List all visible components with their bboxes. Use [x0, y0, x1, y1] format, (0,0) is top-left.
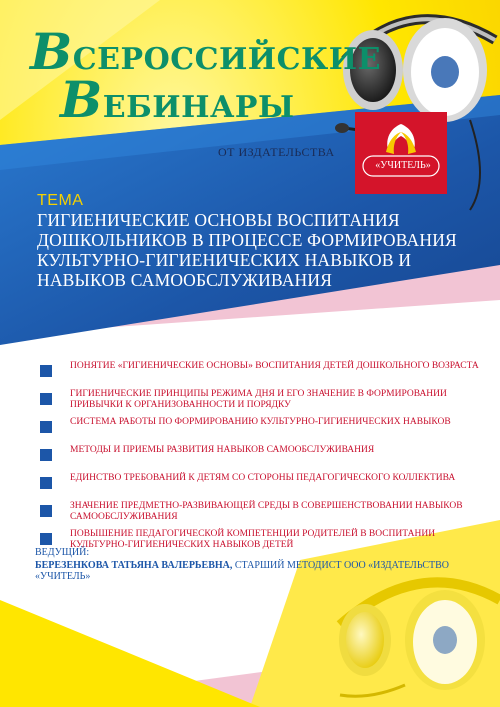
- logo-line-2: [60, 70, 295, 129]
- square-bullet-icon: [40, 393, 52, 405]
- topic-label: ПОВЫШЕНИЕ ПЕДАГОГИЧЕСКОЙ КОМПЕТЕНЦИИ РОДИТЕЛЕЙ В ВОСПИТАНИИ КУЛЬТУРНО-ГИГИЕНИЧЕСКИХ НАВЫКОВ ДЕТЕЙ: [70, 529, 436, 550]
- topic-label: СИСТЕМА РАБОТЫ ПО ФОРМИРОВАНИЮ КУЛЬТУРНО-ГИГИЕНИЧЕСКИХ НАВЫКОВ: [70, 417, 451, 427]
- list-item: [40, 417, 480, 439]
- square-bullet-icon: [40, 365, 52, 377]
- uchitel-badge-text: «УЧИТЕЛЬ»: [375, 160, 431, 171]
- presenter-label: ВЕДУЩИЙ:: [35, 547, 90, 558]
- topic-label: ЗНАЧЕНИЕ ПРЕДМЕТНО-РАЗВИВАЮЩЕЙ СРЕДЫ В СОВЕРШЕНСТВОВАНИИ НАВЫКОВ САМООБСЛУЖИВАНИЯ: [70, 501, 463, 522]
- list-item: [40, 361, 480, 383]
- topic-label: ПОНЯТИЕ «ГИГИЕНИЧЕСКИЕ ОСНОВЫ» ВОСПИТАНИЯ ДЕТЕЙ ДОШКОЛЬНОГО ВОЗРАСТА: [70, 361, 479, 371]
- presenter-name: БЕРЕЗЕНКОВА ТАТЬЯНА ВАЛЕРЬЕВНА,: [35, 560, 233, 571]
- square-bullet-icon: [40, 533, 52, 545]
- topic-label: МЕТОДЫ И ПРИЕМЫ РАЗВИТИЯ НАВЫКОВ САМООБСЛУЖИВАНИЯ: [70, 445, 375, 455]
- list-item: [40, 389, 480, 411]
- list-item: [40, 529, 480, 551]
- logo-rest-1: СЕРОССИЙСКИЕ: [72, 42, 382, 77]
- topic-label: ГИГИЕНИЧЕСКИЕ ПРИНЦИПЫ РЕЖИМА ДНЯ И ЕГО ЗНАЧЕНИЕ В ФОРМИРОВАНИИ ПРИВЫЧКИ К ОРГАНИЗОВАННОСТИ И ПОРЯДКУ: [70, 389, 447, 410]
- square-bullet-icon: [40, 505, 52, 517]
- logo-rest-2: ЕБИНАРЫ: [102, 90, 295, 125]
- theme-label: ТЕМА: [37, 192, 84, 209]
- list-item: [40, 501, 480, 523]
- logo-cap-1: В: [30, 22, 73, 81]
- list-item: [40, 473, 480, 495]
- presenter-role: СТАРШИЙ МЕТОДИСТ ООО «ИЗДАТЕЛЬСТВО «УЧИТЕЛЬ»: [35, 560, 449, 582]
- uchitel-logo-icon: [355, 112, 447, 194]
- square-bullet-icon: [40, 449, 52, 461]
- logo-cap-2: В: [60, 70, 103, 129]
- presenter-info: [35, 560, 465, 582]
- square-bullet-icon: [40, 477, 52, 489]
- theme-title: ГИГИЕНИЧЕСКИЕ ОСНОВЫ ВОСПИТАНИЯ ДОШКОЛЬНИКОВ В ПРОЦЕССЕ ФОРМИРОВАНИЯ КУЛЬТУРНО-ГИГИЕНИЧЕСКИХ НАВЫКОВ И НАВЫКОВ САМООБСЛУЖИВАНИЯ: [37, 210, 457, 290]
- square-bullet-icon: [40, 421, 52, 433]
- topic-label: ЕДИНСТВО ТРЕБОВАНИЙ К ДЕТЯМ СО СТОРОНЫ ПЕДАГОГИЧЕСКОГО КОЛЛЕКТИВА: [70, 473, 456, 483]
- list-item: [40, 445, 480, 467]
- publisher-label: ОТ ИЗДАТЕЛЬСТВА: [218, 145, 335, 159]
- topics-list: [40, 361, 480, 557]
